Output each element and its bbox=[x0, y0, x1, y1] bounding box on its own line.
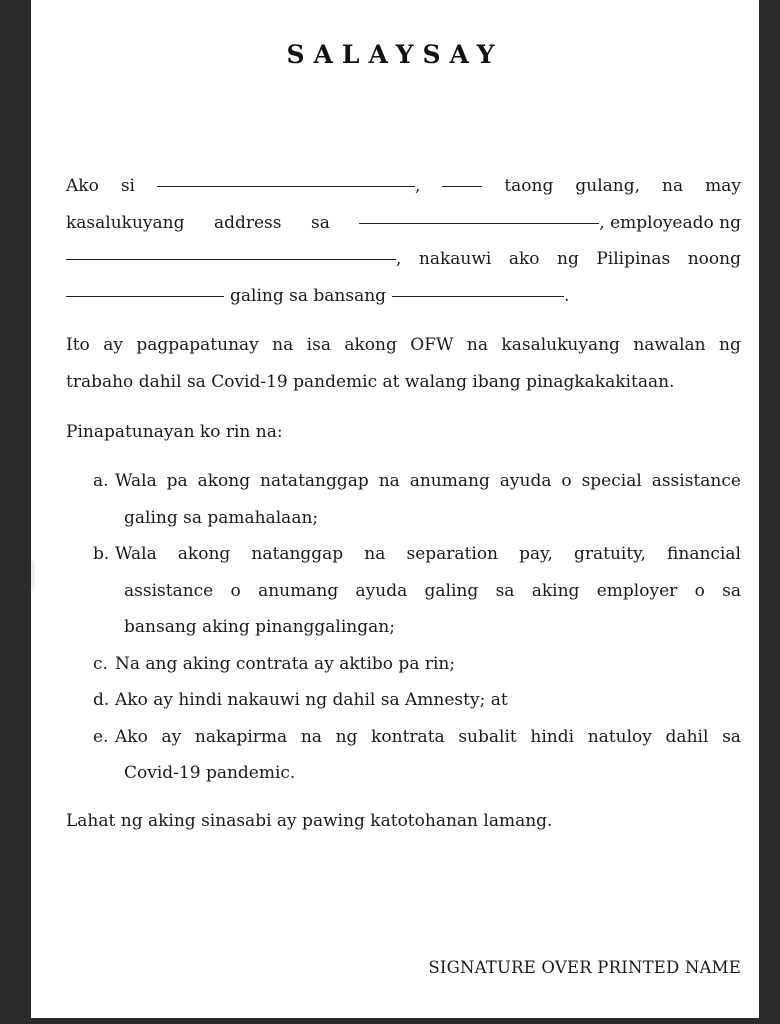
ofw-statement-word: kasalukuyang bbox=[501, 335, 620, 355]
list-item bbox=[93, 536, 741, 646]
list-marker: e. bbox=[93, 726, 109, 747]
list-item bbox=[93, 463, 741, 536]
list-item-word: employer bbox=[596, 580, 678, 601]
list-item-line bbox=[115, 463, 741, 500]
ofw-statement bbox=[66, 327, 741, 400]
list-item-word: Ako bbox=[115, 726, 148, 747]
list-item-word: kontrata bbox=[371, 726, 445, 747]
list-item-word: assistance bbox=[124, 580, 214, 601]
list-item-word: galing bbox=[424, 580, 479, 601]
list-item-word: natatanggap bbox=[260, 471, 369, 491]
list-item-word: na bbox=[300, 726, 322, 747]
intro-line-3 bbox=[66, 241, 741, 278]
list-item-word: anumang bbox=[409, 471, 490, 491]
list-item-word: ay bbox=[161, 726, 182, 747]
list-item bbox=[93, 646, 741, 683]
intro-word: noong bbox=[687, 249, 741, 269]
intro-word: ako bbox=[508, 249, 540, 269]
list-item-word: na bbox=[364, 544, 386, 564]
ofw-statement-word: akong bbox=[344, 335, 397, 355]
list-item-word: aking bbox=[531, 580, 580, 601]
intro-word: , bbox=[396, 249, 402, 269]
address-blank[interactable] bbox=[359, 222, 599, 224]
intro-word: sa bbox=[310, 212, 330, 233]
intro-word: , bbox=[414, 176, 421, 196]
list-item-word: sa bbox=[722, 580, 741, 601]
intro-word: ng bbox=[557, 249, 579, 269]
list-item-word: sa bbox=[495, 580, 515, 601]
list-item-line: Na ang aking contrata ay aktibo pa rin; bbox=[115, 653, 456, 674]
list-item-word: akong bbox=[197, 471, 251, 491]
list-item-word: separation bbox=[406, 544, 499, 564]
list-item-word: natanggap bbox=[251, 544, 344, 564]
page-edge-mark bbox=[31, 560, 35, 590]
list-item bbox=[93, 719, 741, 792]
list-marker: d. bbox=[93, 690, 110, 710]
intro-line-4 bbox=[66, 278, 741, 315]
intro-word: nakauwi bbox=[418, 249, 492, 269]
employer-blank[interactable] bbox=[66, 258, 396, 260]
list-item-word: subalit bbox=[458, 726, 517, 747]
intro-word: si bbox=[120, 176, 135, 196]
list-item-word: nakapirma bbox=[194, 726, 288, 747]
ofw-statement-word: nawalan bbox=[633, 335, 706, 355]
ofw-statement-word: na bbox=[272, 335, 294, 355]
intro-word: Pilipinas bbox=[596, 249, 671, 269]
arrival-date-blank[interactable] bbox=[66, 295, 224, 297]
list-item-word: o bbox=[694, 580, 705, 601]
list-marker: c. bbox=[93, 653, 108, 674]
lead-text: Pinapatunayan ko rin na: bbox=[66, 422, 283, 442]
intro-word: Ako bbox=[66, 176, 99, 196]
intro-paragraph bbox=[66, 168, 741, 314]
country-blank[interactable] bbox=[392, 295, 564, 297]
list-item-word: o bbox=[561, 471, 572, 491]
age-blank[interactable] bbox=[442, 185, 482, 187]
signature-label: SIGNATURE OVER PRINTED NAME bbox=[428, 958, 741, 977]
list-item-line: galing sa pamahalaan; bbox=[124, 507, 319, 528]
intro-line-1 bbox=[66, 168, 741, 205]
list-item-line bbox=[115, 719, 741, 756]
ofw-statement-word: na bbox=[466, 335, 489, 355]
list-item-line: Ako ay hindi nakauwi ng dahil sa Amnesty; at bbox=[115, 690, 508, 710]
list-marker: b. bbox=[93, 544, 110, 564]
list-item-line bbox=[115, 573, 741, 610]
list-item-word: special bbox=[581, 471, 642, 491]
list-item-word: o bbox=[230, 580, 241, 601]
closing-statement: Lahat ng aking sinasabi ay pawing katotohanan lamang. bbox=[66, 811, 553, 831]
list-item-word: financial bbox=[667, 544, 741, 564]
list-item-word: sa bbox=[722, 726, 741, 747]
list-item-line: Covid-19 pandemic. bbox=[124, 763, 296, 783]
ofw-statement-word: OFW bbox=[410, 335, 454, 355]
list-item-text bbox=[115, 536, 741, 646]
ofw-statement-word: Ito bbox=[66, 335, 90, 355]
list-item-word: ng bbox=[335, 726, 358, 747]
list-item-word: akong bbox=[177, 544, 231, 564]
intro-word: . bbox=[564, 285, 570, 306]
document-title: SALAYSAY bbox=[286, 40, 504, 69]
intro-word: galing sa bansang bbox=[230, 285, 387, 306]
ofw-statement-word: isa bbox=[306, 335, 331, 355]
intro-word: may bbox=[705, 176, 741, 196]
intro-word: kasalukuyang bbox=[66, 212, 185, 233]
list-item-word: pay, bbox=[519, 544, 553, 564]
intro-word: , employeado ng bbox=[599, 212, 741, 233]
intro-word: na bbox=[662, 176, 684, 196]
list-item-word: gratuity, bbox=[573, 544, 646, 564]
list-item-word: anumang bbox=[258, 580, 339, 601]
list-item-word: hindi bbox=[530, 726, 575, 747]
ofw-statement-line-1 bbox=[66, 327, 741, 364]
list-item-word: natuloy bbox=[587, 726, 652, 747]
list-item bbox=[93, 682, 741, 719]
ofw-statement-word: pagpapatunay bbox=[136, 335, 259, 355]
list-item-word: assistance bbox=[651, 471, 741, 491]
affirmation-list bbox=[93, 463, 741, 792]
document-page bbox=[31, 0, 759, 1018]
ofw-statement-line-2: trabaho dahil sa Covid-19 pandemic at walang ibang pinagkakakitaan. bbox=[66, 371, 675, 392]
intro-word: taong bbox=[504, 176, 554, 196]
list-item-word: dahil bbox=[665, 726, 709, 747]
ofw-statement-word: ng bbox=[719, 335, 741, 355]
list-item-word: ayuda bbox=[355, 580, 408, 601]
list-item-text bbox=[115, 682, 741, 719]
intro-line-2 bbox=[66, 205, 741, 242]
intro-word: gulang, bbox=[575, 176, 641, 196]
list-item-word: Wala bbox=[115, 471, 157, 491]
list-item-word: Wala bbox=[115, 544, 157, 564]
list-marker: a. bbox=[93, 471, 109, 491]
list-item-word: pa bbox=[166, 471, 188, 491]
list-item-line bbox=[115, 536, 741, 573]
list-item-text bbox=[115, 719, 741, 792]
list-item-word: ayuda bbox=[499, 471, 552, 491]
ofw-statement-word: ay bbox=[103, 335, 123, 355]
intro-word: address bbox=[213, 212, 282, 233]
list-item-text bbox=[115, 646, 741, 683]
list-item-line: bansang aking pinanggalingan; bbox=[124, 617, 395, 637]
list-item-text bbox=[115, 463, 741, 536]
name-blank[interactable] bbox=[157, 185, 415, 187]
list-item-word: na bbox=[378, 471, 400, 491]
